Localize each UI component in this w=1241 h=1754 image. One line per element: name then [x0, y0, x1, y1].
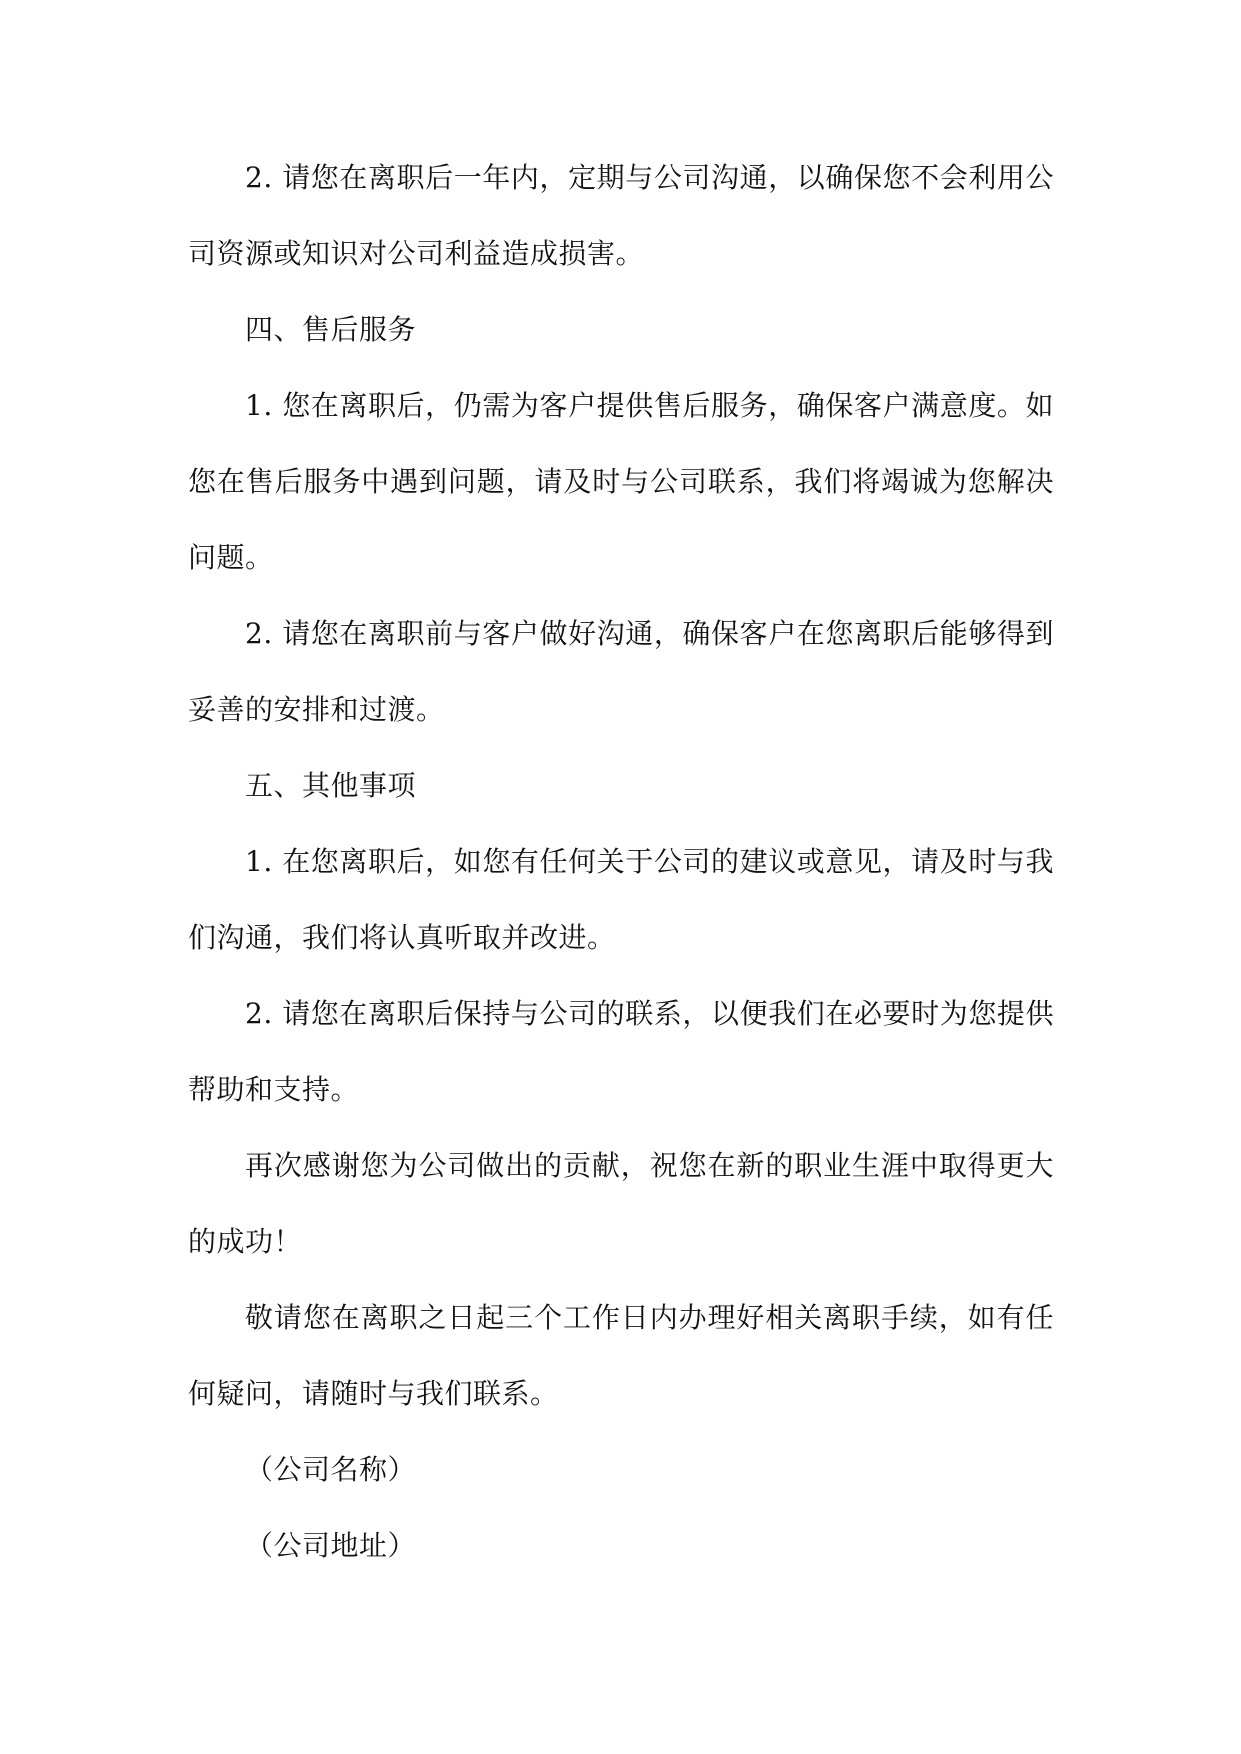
paragraph-keep-contact: 2. 请您在离职后保持与公司的联系，以便我们在必要时为您提供帮助和支持。: [188, 997, 1054, 1106]
paragraph-communication-after-leaving: 2. 请您在离职后一年内，定期与公司沟通，以确保您不会利用公司资源或知识对公司利益造成损害。: [188, 161, 1054, 270]
paragraph-thanks: 再次感谢您为公司做出的贡献，祝您在新的职业生涯中取得更大的成功！: [188, 1149, 1054, 1258]
paragraph-after-sales-service: 1. 您在离职后，仍需为客户提供售后服务，确保客户满意度。如您在售后服务中遇到问题，请及时与公司联系，我们将竭诚为您解决问题。: [188, 389, 1054, 574]
section-heading-after-sales: 四、售后服务: [245, 313, 417, 346]
paragraph-client-handover: 2. 请您在离职前与客户做好沟通，确保客户在您离职后能够得到妥善的安排和过渡。: [188, 617, 1054, 726]
section-heading-other-matters: 五、其他事项: [245, 769, 417, 802]
paragraph-suggestions: 1. 在您离职后，如您有任何关于公司的建议或意见，请及时与我们沟通，我们将认真听取并改进。: [188, 845, 1054, 954]
document-body: [188, 140, 1054, 1584]
company-name-placeholder: （公司名称）: [245, 1453, 417, 1486]
paragraph-resignation-procedures: 敬请您在离职之日起三个工作日内办理好相关离职手续，如有任何疑问，请随时与我们联系。: [188, 1301, 1054, 1410]
company-address-placeholder: （公司地址）: [245, 1529, 417, 1562]
